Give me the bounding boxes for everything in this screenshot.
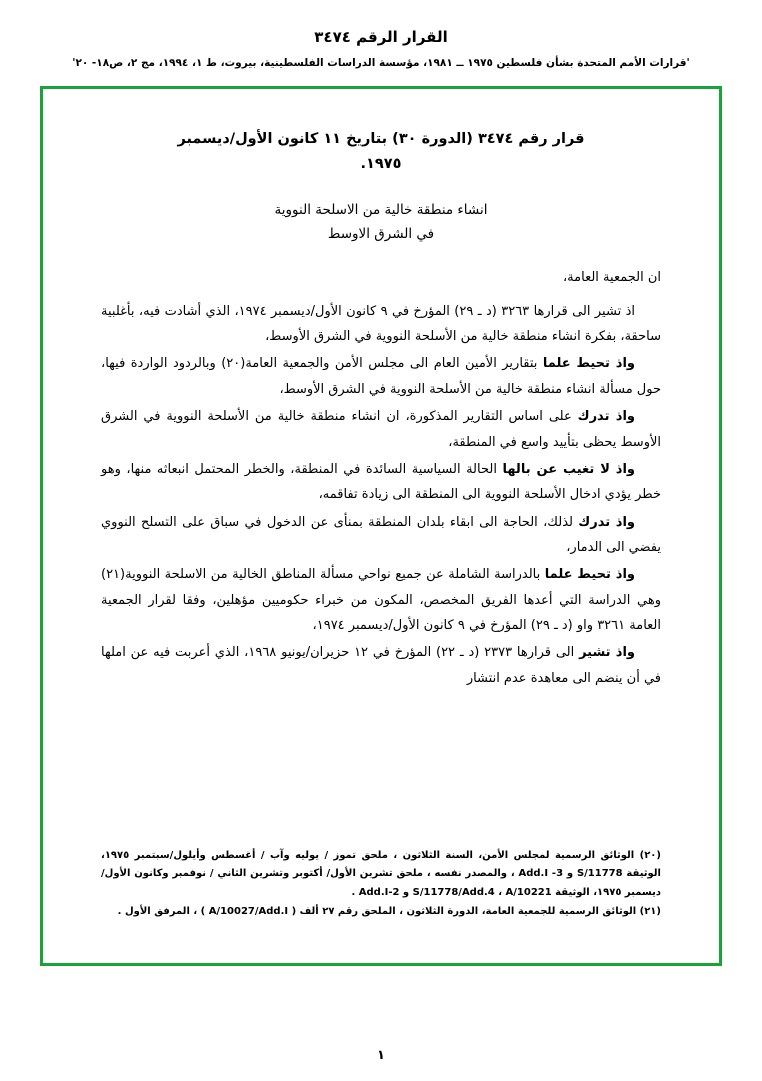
resolution-subject-line-1: انشاء منطقة خالية من الاسلحة النووية	[274, 201, 488, 218]
resolution-body	[101, 265, 661, 691]
footnotes-block	[101, 847, 661, 923]
resolution-heading-line-2: ١٩٧٥.	[360, 156, 402, 173]
body-paragraph-1	[101, 299, 661, 350]
body-paragraph-3	[101, 404, 661, 455]
paragraph-text: لذلك، الحاجة الى ابقاء بلدان المنطقة بمنأى عن الدخول في سباق على التسلح النووي يفضي الى الدمار،	[101, 514, 661, 555]
resolution-subject-line-2: في الشرق الاوسط	[327, 226, 435, 243]
paragraph-keyword: واذ لا تغيب عن بالها	[502, 461, 635, 477]
document-header	[40, 28, 722, 72]
body-paragraph-4	[101, 457, 661, 508]
bordered-content-frame	[40, 86, 722, 966]
paragraph-keyword: واذ تشير	[579, 645, 635, 661]
body-paragraph-2	[101, 351, 661, 402]
body-paragraph-6	[101, 562, 661, 638]
paragraph-text: على اساس التقارير المذكورة، ان انشاء منطقة خالية من الأسلحة النووية في الشرق الأوسط يحظى بتأييد واسع في المنطقة،	[101, 409, 661, 450]
body-paragraph-7	[101, 640, 661, 691]
paragraph-keyword: واذ تحيط علما	[542, 356, 635, 372]
page-number: ١	[377, 1048, 385, 1063]
resolution-subject	[101, 198, 661, 248]
paragraph-text: الى قرارها ٢٣٧٣ (د ـ ٢٢) المؤرخ في ١٢ حزيران/يونيو ١٩٦٨، الذي أعربت فيه عن املها في أن ينضم الى معاهدة عدم انتشار	[101, 645, 661, 686]
page-title: القرار الرقم ٣٤٧٤	[314, 28, 448, 46]
body-opening: ان الجمعية العامة،	[562, 270, 661, 286]
resolution-heading	[101, 127, 661, 178]
paragraph-keyword: واذ تدرك	[577, 409, 635, 425]
resolution-heading-line-1: قرار رقم ٣٤٧٤ (الدورة ٣٠) بتاريخ ١١ كانون الأول/ديسمبر	[177, 130, 585, 147]
footnote-21: (٢١) الوثائق الرسمية للجمعية العامة، الدورة الثلاثون ، الملحق رقم ٢٧ ألف ( A/10027/Add.I ) ، المرفق الأول .	[117, 906, 661, 918]
paragraph-text: اذ تشير الى قرارها ٣٢٦٣ (د ـ ٢٩) المؤرخ في ٩ كانون الأول/ديسمبر ١٩٧٤، الذي أشادت فيه، بأغلبية ساحقة، بفكرة انشاء منطقة خالية من الأسلحة النووية في الشرق الأوسط،	[101, 303, 661, 345]
paragraph-text: الحالة السياسية السائدة في المنطقة، والخطر المحتمل انبعاثه منها، وهو خطر يؤدي ادخال الأسلحة النووية الى المنطقة الى زيادة تفاقمه،	[101, 461, 661, 503]
paragraph-text: بتقارير الأمين العام الى مجلس الأمن والجمعية العامة(٢٠) وبالردود الواردة فيها، حول مسألة انشاء منطقة خالية من الأسلحة النووية في الشرق الأوسط،	[101, 356, 661, 397]
source-citation: 'قرارات الأمم المتحدة بشأن فلسطين ١٩٧٥ ــ ١٩٨١، مؤسسة الدراسات الفلسطينية، بيروت، ط ١، ١٩٩٤، مج ٢، ص١٨- ٢٠'	[72, 57, 690, 69]
paragraph-keyword: واذ تحيط علما	[544, 567, 635, 583]
paragraph-keyword: واذ تدرك	[578, 514, 635, 530]
footnote-20: (٢٠) الوثائق الرسمية لمجلس الأمن، السنة الثلاثون ، ملحق تموز / يوليه وآب / أغسطس وأيلول/سبتمبر ١٩٧٥، الوثيقة S/11778 و Add.I -3 ، والمصدر نفسه ، ملحق تشرين الأول/ أكتوبر وتشرين الثاني / نوفمبر وكانون الأول/ ديسمبر ١٩٧٥، الوثيقة S/11778/Add.4 ، A/10221 و Add.I-2 .	[101, 849, 661, 898]
body-paragraph-5	[101, 510, 661, 561]
paragraph-text: بالدراسة الشاملة عن جميع نواحي مسألة المناطق الخالية من الاسلحة النووية(٢١) وهي الدراسة التي أعدها الفريق المخصص، المكون من خبراء حكوميين مؤهلين، وفقا لقرار الجمعية العامة ٣٢٦١ واو (د ـ ٢٩) المؤرخ في ٩ كانون الأول/ديسمبر ١٩٧٤،	[101, 567, 661, 633]
